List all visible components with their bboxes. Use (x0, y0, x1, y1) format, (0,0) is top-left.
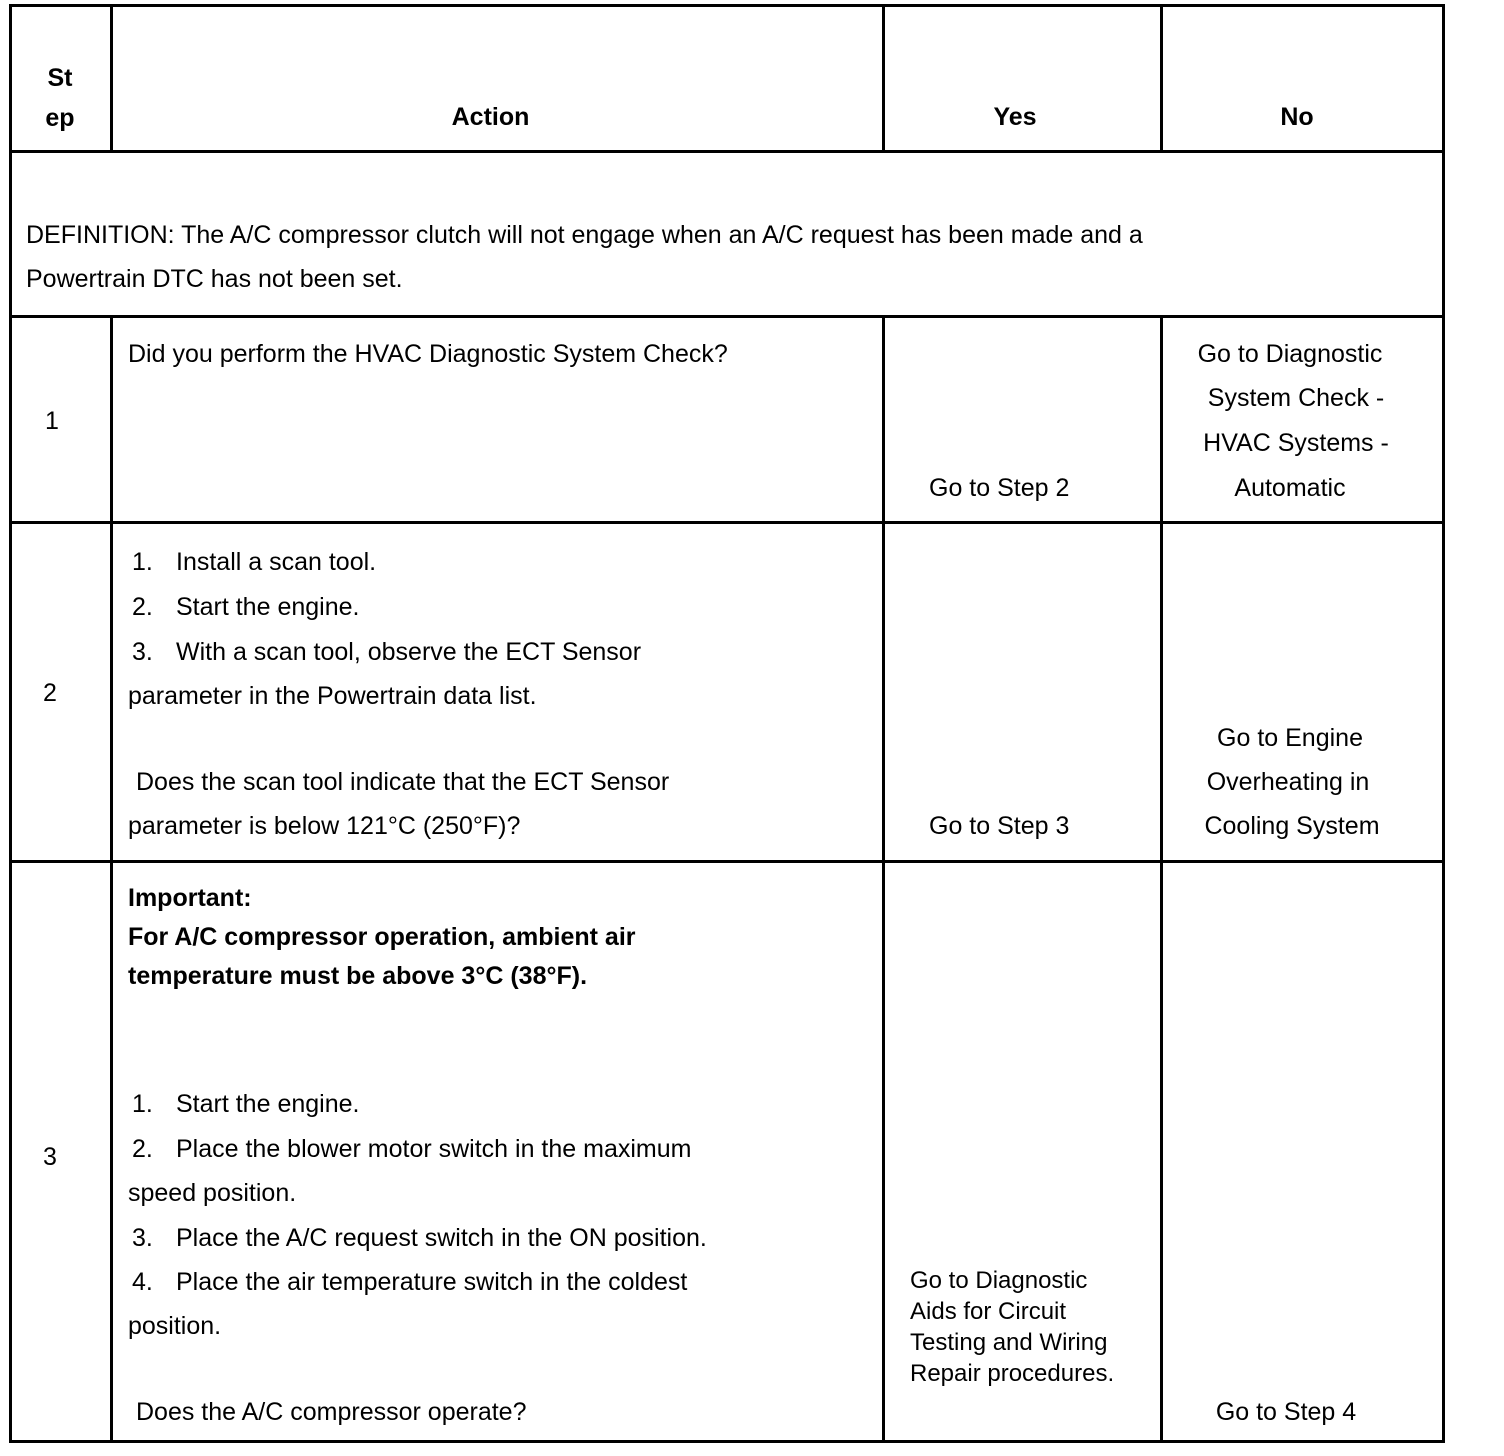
list-item-number: 2. (132, 1135, 153, 1163)
no-result: Go to Step 4 (1215, 1398, 1357, 1426)
no-result-line3: HVAC Systems - (1203, 429, 1389, 457)
important-label: Important: (128, 884, 252, 912)
right-border (1442, 4, 1445, 1443)
no-result-line2: Overheating in (1206, 768, 1370, 796)
list-item-number: 3. (132, 638, 153, 666)
no-result-line4: Automatic (1234, 474, 1346, 502)
yes-result-line2: Aids for Circuit (910, 1298, 1067, 1325)
yes-result: Go to Step 2 (929, 474, 1070, 502)
list-item-text: With a scan tool, observe the ECT Sensor (176, 638, 642, 666)
list-item-text: Start the engine. (176, 593, 360, 621)
no-result-line1: Go to Engine (1217, 724, 1363, 752)
list-item-continuation: speed position. (128, 1179, 297, 1207)
action-question: Did you perform the HVAC Diagnostic System Check? (128, 340, 728, 368)
important-text-line1: For A/C compressor operation, ambient air (128, 923, 636, 951)
definition-line2: Powertrain DTC has not been set. (26, 265, 403, 293)
list-item-number: 1. (132, 548, 153, 576)
row2-bottom-border (9, 860, 1445, 863)
header-bottom-border (9, 150, 1445, 153)
list-item-text: Place the blower motor switch in the maximum (176, 1135, 692, 1163)
list-item-number: 1. (132, 1090, 153, 1118)
header-step-line1: St (47, 64, 73, 92)
yes-result-line1: Go to Diagnostic (910, 1267, 1088, 1294)
definition-line1: DEFINITION: The A/C compressor clutch will not engage when an A/C request has been made and a (26, 221, 1143, 249)
yes-result: Go to Step 3 (929, 812, 1070, 840)
col-divider-step-body (110, 315, 113, 1443)
bottom-border (9, 1440, 1445, 1443)
list-item-text: Place the air temperature switch in the coldest (176, 1268, 688, 1296)
col-divider-action (882, 4, 885, 153)
no-result-line2: System Check - (1207, 384, 1385, 412)
col-divider-yes-body (1160, 315, 1163, 1443)
step-number: 3 (43, 1143, 57, 1171)
list-item-number: 2. (132, 593, 153, 621)
action-question-line1: Does the scan tool indicate that the ECT Sensor (136, 768, 670, 796)
important-text-line2: temperature must be above 3°C (38°F). (128, 962, 588, 990)
header-action: Action (451, 103, 530, 131)
left-border (9, 4, 12, 1443)
row1-bottom-border (9, 521, 1445, 524)
list-item-number: 3. (132, 1224, 153, 1252)
list-item-continuation: parameter in the Powertrain data list. (128, 682, 537, 710)
step-number: 2 (43, 679, 57, 707)
step-number: 1 (45, 407, 59, 435)
action-question: Does the A/C compressor operate? (136, 1398, 527, 1426)
yes-result-line4: Repair procedures. (910, 1360, 1115, 1387)
header-step-line2: ep (45, 104, 75, 132)
no-result-line3: Cooling System (1204, 812, 1380, 840)
col-divider-yes (1160, 4, 1163, 153)
list-item-continuation: position. (128, 1312, 222, 1340)
col-divider-action-body (882, 315, 885, 1443)
no-result-line1: Go to Diagnostic (1197, 340, 1383, 368)
yes-result-line3: Testing and Wiring (910, 1329, 1108, 1356)
action-question-line2: parameter is below 121°C (250°F)? (128, 812, 521, 840)
definition-bottom-border (9, 315, 1445, 318)
top-border (9, 4, 1445, 7)
list-item-number: 4. (132, 1268, 153, 1296)
header-no: No (1280, 103, 1314, 131)
list-item-text: Install a scan tool. (176, 548, 377, 576)
list-item-text: Start the engine. (176, 1090, 360, 1118)
list-item-text: Place the A/C request switch in the ON position. (176, 1224, 707, 1252)
header-yes: Yes (993, 103, 1037, 131)
col-divider-step (110, 4, 113, 153)
